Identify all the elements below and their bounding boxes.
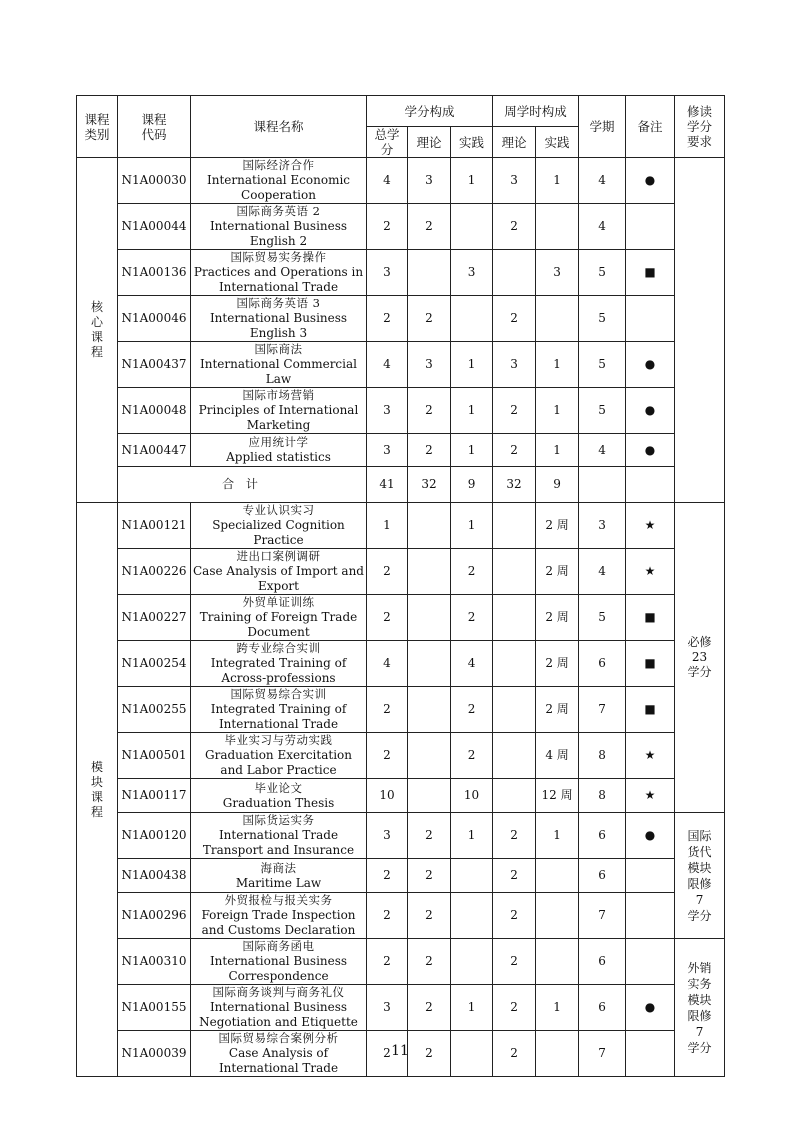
credit-practice (451, 296, 493, 342)
semester: 4 (579, 434, 626, 467)
hours-theory (493, 733, 536, 779)
course-name (191, 296, 367, 342)
course-table (76, 95, 725, 1077)
course-row (77, 549, 725, 595)
course-row (77, 641, 725, 687)
hours-theory: 2 (493, 204, 536, 250)
remark-symbol: ★ (626, 503, 675, 549)
credit-practice: 3 (451, 250, 493, 296)
semester: 7 (579, 1031, 626, 1077)
course-code: N1A00438 (118, 859, 191, 893)
course-row (77, 503, 725, 549)
course-code: N1A00227 (118, 595, 191, 641)
total-h-theory: 32 (493, 467, 536, 503)
header-credit-practice: 实践 (451, 127, 493, 158)
header-category: 课程 类别 (77, 96, 118, 158)
hours-practice: 12 周 (536, 779, 579, 813)
semester: 8 (579, 779, 626, 813)
course-name (191, 158, 367, 204)
hours-practice: 2 周 (536, 549, 579, 595)
credit-total: 3 (367, 985, 408, 1031)
credit-practice: 10 (451, 779, 493, 813)
hours-practice: 1 (536, 434, 579, 467)
course-code: N1A00310 (118, 939, 191, 985)
hours-practice (536, 893, 579, 939)
course-name-cn: 国际经济合作 (242, 158, 315, 172)
credit-total: 2 (367, 595, 408, 641)
course-name-cn: 专业认识实习 (242, 503, 315, 517)
hours-practice: 2 周 (536, 641, 579, 687)
credit-total: 2 (367, 687, 408, 733)
remark-symbol: ■ (626, 641, 675, 687)
semester: 7 (579, 893, 626, 939)
course-name (191, 733, 367, 779)
course-code: N1A00155 (118, 985, 191, 1031)
course-row (77, 296, 725, 342)
credit-practice: 1 (451, 434, 493, 467)
course-name-cn: 外贸单证训练 (242, 595, 315, 609)
semester: 6 (579, 813, 626, 859)
course-code: N1A00437 (118, 342, 191, 388)
header-credit-total: 总学分 (367, 127, 408, 158)
course-code: N1A00255 (118, 687, 191, 733)
course-code: N1A00296 (118, 893, 191, 939)
credit-theory (408, 641, 451, 687)
total-practice: 9 (451, 467, 493, 503)
course-row (77, 204, 725, 250)
credit-theory (408, 779, 451, 813)
course-name-en: Integrated Training of Across-professions (210, 656, 347, 685)
course-name (191, 503, 367, 549)
course-code: N1A00046 (118, 296, 191, 342)
requirement-export: 外销 实务 模块 限修 7 学分 (675, 939, 725, 1077)
hours-theory (493, 549, 536, 595)
requirement-required: 必修 23 学分 (675, 503, 725, 813)
remark-symbol: ★ (626, 779, 675, 813)
total-theory: 32 (408, 467, 451, 503)
hours-theory: 2 (493, 813, 536, 859)
course-name (191, 250, 367, 296)
course-row (77, 342, 725, 388)
header-semester: 学期 (579, 96, 626, 158)
credit-total: 2 (367, 859, 408, 893)
credit-theory: 2 (408, 388, 451, 434)
hours-theory: 2 (493, 1031, 536, 1077)
course-name-en: International Economic Cooperation (206, 173, 351, 202)
course-name-en: International Business Negotiation and Etiquette (199, 1000, 358, 1029)
credit-practice: 2 (451, 595, 493, 641)
course-code: N1A00121 (118, 503, 191, 549)
category-core: 核 心 课 程 (77, 158, 118, 503)
credit-theory (408, 549, 451, 595)
credit-practice: 4 (451, 641, 493, 687)
course-name-en: Case Analysis of Import and Export (193, 564, 364, 593)
semester: 7 (579, 687, 626, 733)
course-row (77, 434, 725, 467)
credit-theory: 2 (408, 893, 451, 939)
course-name-en: International Trade Transport and Insurance (202, 828, 355, 857)
course-name-en: International Commercial Law (200, 357, 357, 386)
course-name-cn: 国际货运实务 (242, 813, 315, 827)
course-row (77, 939, 725, 985)
credit-theory: 2 (408, 985, 451, 1031)
semester: 5 (579, 250, 626, 296)
hours-theory: 2 (493, 939, 536, 985)
course-code: N1A00039 (118, 1031, 191, 1077)
semester: 5 (579, 388, 626, 434)
course-name-cn: 毕业实习与劳动实践 (224, 733, 333, 747)
credit-theory: 2 (408, 813, 451, 859)
course-name-en: Foreign Trade Inspection and Customs Declaration (201, 908, 356, 937)
credit-theory (408, 250, 451, 296)
semester: 4 (579, 549, 626, 595)
credit-theory (408, 503, 451, 549)
header-name: 课程名称 (191, 96, 367, 158)
course-name-cn: 国际贸易综合案例分析 (218, 1031, 339, 1045)
course-row (77, 985, 725, 1031)
credit-practice: 2 (451, 687, 493, 733)
remark-symbol: ★ (626, 733, 675, 779)
credit-practice (451, 893, 493, 939)
course-row (77, 687, 725, 733)
credit-total: 2 (367, 204, 408, 250)
credit-theory: 2 (408, 204, 451, 250)
credit-total: 4 (367, 641, 408, 687)
semester: 5 (579, 595, 626, 641)
semester: 8 (579, 733, 626, 779)
credit-practice: 1 (451, 985, 493, 1031)
course-name-cn: 国际商务函电 (242, 939, 315, 953)
hours-practice: 2 周 (536, 687, 579, 733)
credit-theory: 3 (408, 342, 451, 388)
credit-total: 2 (367, 549, 408, 595)
remark-symbol: ★ (626, 549, 675, 595)
credit-total: 2 (367, 1031, 408, 1077)
course-code: N1A00501 (118, 733, 191, 779)
credit-total: 10 (367, 779, 408, 813)
credit-practice: 2 (451, 733, 493, 779)
header-hours-theory: 理论 (493, 127, 536, 158)
course-name-en: Training of Foreign Trade Document (199, 610, 358, 639)
credit-theory (408, 733, 451, 779)
total-h-practice: 9 (536, 467, 579, 503)
course-code: N1A00030 (118, 158, 191, 204)
semester: 5 (579, 342, 626, 388)
hours-practice: 1 (536, 388, 579, 434)
credit-practice: 1 (451, 813, 493, 859)
credit-practice (451, 204, 493, 250)
course-row (77, 388, 725, 434)
hours-theory: 2 (493, 434, 536, 467)
hours-practice: 1 (536, 985, 579, 1031)
course-name-cn: 国际商务谈判与商务礼仪 (212, 985, 345, 999)
credit-total: 4 (367, 158, 408, 204)
semester: 6 (579, 859, 626, 893)
course-name (191, 434, 367, 467)
hours-practice (536, 859, 579, 893)
course-row (77, 733, 725, 779)
hours-theory (493, 779, 536, 813)
credit-practice: 1 (451, 388, 493, 434)
course-name-cn: 国际贸易实务操作 (230, 250, 327, 264)
course-name-en: Graduation Thesis (222, 795, 335, 810)
course-name-en: Maritime Law (235, 875, 322, 890)
course-name (191, 893, 367, 939)
semester: 5 (579, 296, 626, 342)
course-name-cn: 外贸报检与报关实务 (224, 893, 333, 907)
semester: 6 (579, 985, 626, 1031)
total-total: 41 (367, 467, 408, 503)
course-name-en: Graduation Exercitation and Labor Practice (205, 748, 352, 777)
credit-total: 4 (367, 342, 408, 388)
course-name (191, 549, 367, 595)
credit-total: 3 (367, 388, 408, 434)
hours-theory (493, 687, 536, 733)
credit-total: 2 (367, 296, 408, 342)
credit-theory: 3 (408, 158, 451, 204)
credit-practice (451, 939, 493, 985)
header-credit-theory: 理论 (408, 127, 451, 158)
remark-symbol: ● (626, 434, 675, 467)
hours-practice (536, 939, 579, 985)
hours-practice (536, 296, 579, 342)
course-name-cn: 毕业论文 (254, 780, 303, 795)
remark-symbol: ■ (626, 687, 675, 733)
remark-symbol (626, 296, 675, 342)
hours-practice (536, 204, 579, 250)
course-code: N1A00044 (118, 204, 191, 250)
hours-theory: 2 (493, 859, 536, 893)
remark-symbol (626, 893, 675, 939)
credit-theory: 2 (408, 434, 451, 467)
remark-symbol: ■ (626, 250, 675, 296)
hours-theory (493, 250, 536, 296)
remark-symbol: ■ (626, 595, 675, 641)
credit-total: 3 (367, 434, 408, 467)
hours-practice: 2 周 (536, 503, 579, 549)
course-name (191, 687, 367, 733)
course-name (191, 939, 367, 985)
hours-practice: 4 周 (536, 733, 579, 779)
header-requirement: 修读 学分 要求 (675, 96, 725, 158)
credit-theory (408, 687, 451, 733)
course-name (191, 779, 367, 813)
course-row (77, 813, 725, 859)
hours-theory: 2 (493, 296, 536, 342)
course-name-cn: 国际市场营销 (242, 388, 315, 402)
page-number: 11 (391, 1043, 409, 1059)
course-name-en: Case Analysis of International Trade (218, 1046, 339, 1075)
semester: 4 (579, 204, 626, 250)
remark-symbol (626, 859, 675, 893)
hours-theory: 3 (493, 158, 536, 204)
course-name (191, 342, 367, 388)
course-code: N1A00136 (118, 250, 191, 296)
course-code: N1A00447 (118, 434, 191, 467)
course-row (77, 595, 725, 641)
category-module: 模 块 课 程 (77, 503, 118, 1077)
course-row (77, 859, 725, 893)
course-row (77, 779, 725, 813)
course-row (77, 158, 725, 204)
course-name-en: International Business English 2 (209, 219, 348, 248)
remark-symbol: ● (626, 388, 675, 434)
hours-theory: 2 (493, 985, 536, 1031)
credit-total: 2 (367, 733, 408, 779)
course-name-en: Practices and Operations in International Trade (193, 265, 364, 294)
header-hours-group: 周学时构成 (493, 96, 579, 127)
total-semester (579, 467, 626, 503)
course-name (191, 204, 367, 250)
semester: 3 (579, 503, 626, 549)
course-name (191, 813, 367, 859)
credit-practice (451, 859, 493, 893)
hours-practice: 1 (536, 158, 579, 204)
course-name-en: Integrated Training of International Trade (210, 702, 347, 731)
course-name-en: Specialized Cognition Practice (212, 518, 345, 547)
requirement-core (675, 158, 725, 503)
credit-total: 1 (367, 503, 408, 549)
credit-practice: 1 (451, 503, 493, 549)
credit-total: 2 (367, 893, 408, 939)
hours-theory (493, 641, 536, 687)
credit-practice: 2 (451, 549, 493, 595)
total-row (77, 467, 725, 503)
header-remark: 备注 (626, 96, 675, 158)
course-name-cn: 国际贸易综合实训 (230, 687, 327, 701)
semester: 4 (579, 158, 626, 204)
header-hours-practice: 实践 (536, 127, 579, 158)
credit-total: 3 (367, 813, 408, 859)
total-remark (626, 467, 675, 503)
credit-theory (408, 595, 451, 641)
credit-total: 2 (367, 939, 408, 985)
course-name-en: International Business Correspondence (209, 954, 348, 983)
hours-theory (493, 503, 536, 549)
course-name-en: Applied statistics (226, 450, 331, 464)
credit-theory: 2 (408, 939, 451, 985)
semester: 6 (579, 641, 626, 687)
credit-theory: 2 (408, 859, 451, 893)
course-code: N1A00117 (118, 779, 191, 813)
course-name-cn: 跨专业综合实训 (236, 641, 321, 655)
course-name-cn: 进出口案例调研 (236, 549, 321, 563)
hours-theory: 2 (493, 388, 536, 434)
course-name-en: Principles of International Marketing (198, 403, 359, 432)
course-name-cn: 国际商务英语 2 (236, 204, 321, 218)
course-name (191, 859, 367, 893)
hours-practice: 1 (536, 342, 579, 388)
course-code: N1A00254 (118, 641, 191, 687)
course-row (77, 893, 725, 939)
requirement-freight: 国际 货代 模块 限修 7 学分 (675, 813, 725, 939)
credit-theory: 2 (408, 296, 451, 342)
credit-practice: 1 (451, 342, 493, 388)
remark-symbol: ● (626, 813, 675, 859)
header-credit-group: 学分构成 (367, 96, 493, 127)
course-name-cn: 应用统计学 (248, 435, 309, 449)
course-name-cn: 国际商务英语 3 (236, 296, 321, 310)
course-code: N1A00226 (118, 549, 191, 595)
credit-theory: 2 (408, 1031, 451, 1077)
semester: 6 (579, 939, 626, 985)
course-name-cn: 海商法 (260, 860, 297, 875)
remark-symbol (626, 939, 675, 985)
hours-theory: 2 (493, 893, 536, 939)
remark-symbol: ● (626, 342, 675, 388)
credit-total: 3 (367, 250, 408, 296)
remark-symbol (626, 204, 675, 250)
course-name (191, 641, 367, 687)
course-code: N1A00120 (118, 813, 191, 859)
hours-practice: 2 周 (536, 595, 579, 641)
remark-symbol: ● (626, 985, 675, 1031)
course-name-cn: 国际商法 (254, 342, 303, 356)
header-code: 课程 代码 (118, 96, 191, 158)
remark-symbol: ● (626, 158, 675, 204)
hours-theory (493, 595, 536, 641)
total-label: 合 计 (118, 467, 367, 503)
course-name (191, 388, 367, 434)
hours-practice: 1 (536, 813, 579, 859)
course-code: N1A00048 (118, 388, 191, 434)
credit-practice: 1 (451, 158, 493, 204)
course-name-en: International Business English 3 (209, 311, 348, 340)
course-name (191, 985, 367, 1031)
hours-practice: 3 (536, 250, 579, 296)
hours-theory: 3 (493, 342, 536, 388)
course-name (191, 595, 367, 641)
course-row (77, 250, 725, 296)
